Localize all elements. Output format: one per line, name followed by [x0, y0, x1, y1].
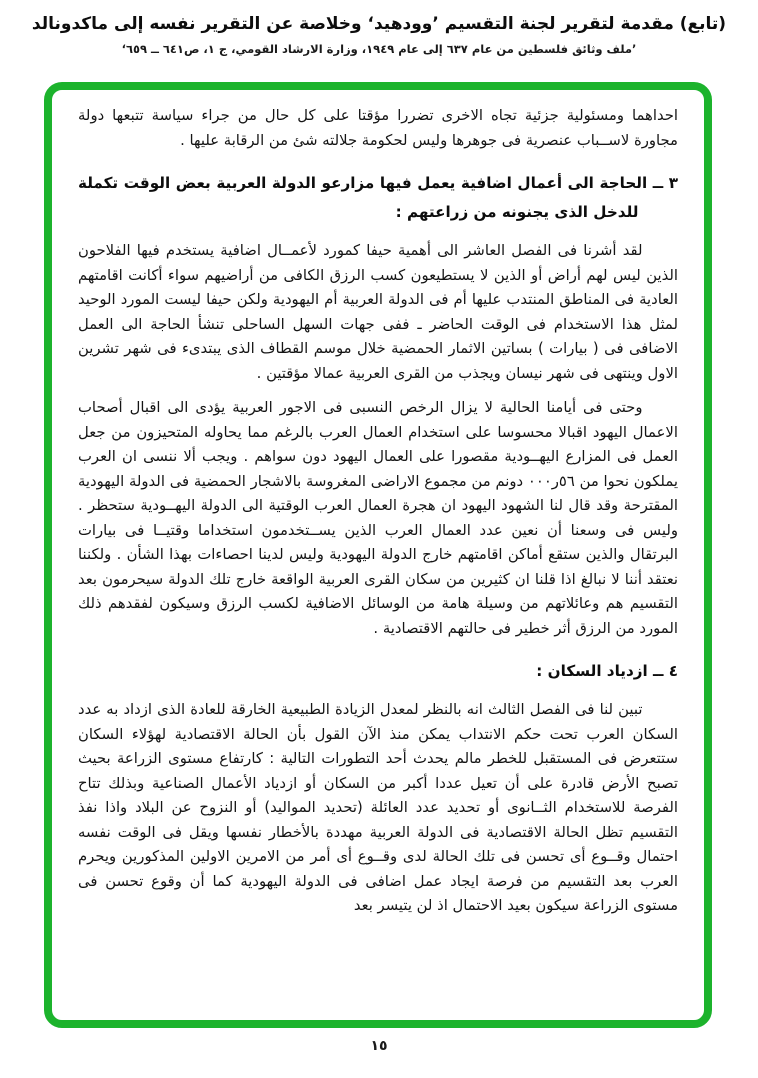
page-title: (تابع) مقدمة لتقرير لجنة التقسيم ’وودهيد‘ وخلاصة عن التقرير نفسه إلى ماكدونالد: [31, 14, 727, 34]
source-citation: ’ملف وثائق فلسطين من عام ٦٣٧ إلى عام ١٩٤٩، وزارة الارشاد القومي، ج ١، ص٦٤١ ــ ٦٥٩‘: [121, 41, 637, 56]
content-border-frame: [44, 82, 712, 1028]
section-4-heading: ٤ ــ ازدياد السكان :: [536, 662, 678, 680]
page-number: ١٥: [370, 1038, 388, 1054]
section-3-paragraph-1: لقد أشرنا فى الفصل العاشر الى أهمية حيفا كمورد لأعمــال اضافية يستخدم فيها الفلاحون الذين ليس لهم أراض أو الذين لا يستطيعون كسب الرزق الكافى من أراضيهم سواء أكانت اقامتهم العادية فى المناطق المنتدب عليها أم فى الدولة العربية أم اليهودية ولكن حيفا ليست المورد الوحيد لمثل هذا الاستخدام فى الوقت الحاضر ـ ففى جهات السهل الساحلى تنشأ الحاجة الى العمل الاضافى فى ( بيارات ) بساتين الاثمار الحمضية خلال موسم القطاف الذى يبتدىء فى شهر تشرين الاول وينتهى فى شهر نيسان ويجذب من القرى العربية عمالا مؤقتين .: [78, 242, 678, 382]
paragraph-continuation: احداهما ومسئولية جزئية تجاه الاخرى تضررا مؤقتا على كل حال من جراء سياسة تتبعها دولة مجاورة لاســباب عنصرية فى جوهرها وليس لحكومة جلالته شئ من الرقابة عليها .: [78, 107, 678, 149]
document-header: [0, 12, 758, 56]
section-3-heading: ٣ ــ الحاجة الى أعمال اضافية يعمل فيها مزارعو الدولة العربية بعض الوقت تكملة للدخل الذى يجنونه من زراعتهم :: [78, 174, 678, 221]
section-4-paragraph-1: تبين لنا فى الفصل الثالث انه بالنظر لمعدل الزيادة الطبيعية الخارقة للعادة الذى ازداد به عدد السكان العرب تحت حكم الانتداب يمكن منذ الآن القول بأن الحالة الاقتصادية لهؤلاء السكان ستتعرض فى المستقبل للخطر مالم يحدث أحد التطورات التالية : كارتفاع مستوى الزراعة بحيث تصبح الأرض قادرة على أن تعيل عددا أكبر من السكان أو ازدياد الأعمال الصناعية وبذلك تتاح الفرصة للاستخدام الثــانوى أو تحديد عدد العائلة (تحديد المواليد) أو النزوح عن البلاد واذا نفذ التقسيم تظل الحالة الاقتصادية فى الدولة العربية مهددة بالأخطار نفسها ويقل فى الوقت نفسه احتمال وقــوع أى تحسن فى تلك الحالة لدى وقــوع أى أمر من الامرين الاولين المذكورين ويحرم العرب بعد التقسيم من فرصة ايجاد عمل اضافى فى الدولة اليهودية كما أن وقوع تحسن فى مستوى الزراعة سيكون بعيد الاحتمال اذ لن يتيسر بعد: [78, 701, 678, 914]
section-3-paragraph-2: وحتى فى أيامنا الحالية لا يزال الرخص النسبى فى الاجور العربية يؤدى الى اقبال أصحاب الاعمال اليهود اقبالا محسوسا على استخدام العمال العرب بالرغم مما يحاوله المتحيزون من جعل العمل فى المزارع اليهــودية مقصورا على العمال اليهود دون سواهم . ويجب ألا ننسى ان العرب يملكون نحوا من ٥٦ر٠٠٠ دونم من مجموع الاراضى المغروسة بالاشجار الحمضية فى الدولة اليهودية المقترحة وقد قال لنا الشهود اليهود ان هجرة العمال العرب الوقتية الى الدولة اليهــودية ستحظر . وليس فى وسعنا أن نعين عدد العمال العرب الذين يســتخدمون استخداما وقتيــا فى بيارات البرتقال والذين ستقع أماكن اقامتهم خارج الدولة اليهودية وليس لدينا احصاءات بهذا الشأن . ولكننا نعتقد أننا لا نبالغ اذا قلنا ان كثيرين من سكان القرى العربية الواقعة خارج تلك الدولة سيحرمون بعد التقسيم هم وعائلاتهم من وسيلة هامة من الوسائل الاضافية لكسب الرزق وسيكون لفقدهم ذلك المورد من الرزق أثر خطير فى حالتهم الاقتصادية .: [78, 399, 678, 637]
